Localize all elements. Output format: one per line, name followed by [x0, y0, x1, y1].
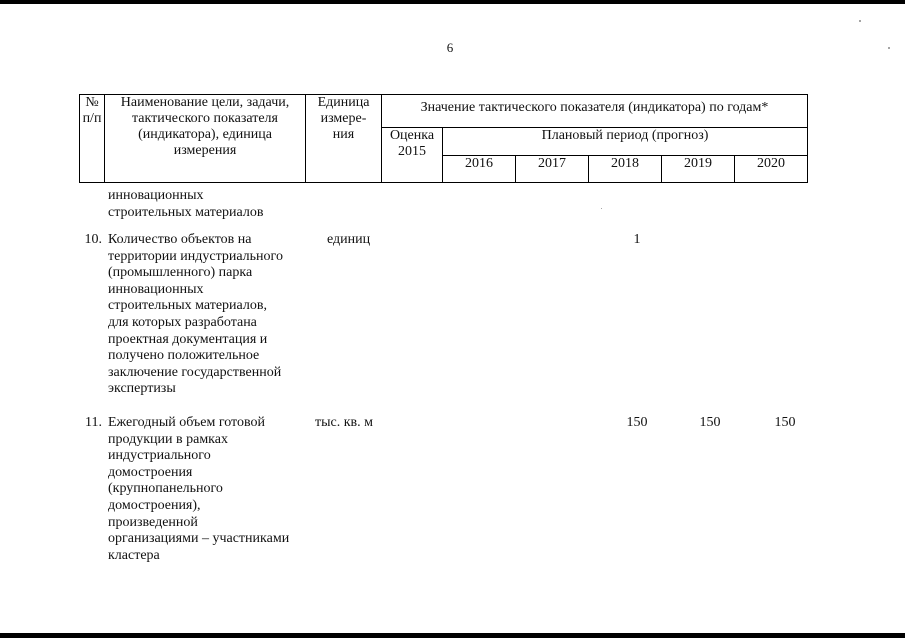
scan-speck: [859, 20, 861, 22]
scan-speck: [601, 208, 602, 209]
header-num: № п/п: [80, 95, 105, 183]
row-10-unit: единиц: [327, 232, 371, 247]
row-10-name: Количество объектов на территории индустриального (промышленного) парка инновационных строительных материалов, для которых разработана проектная документация и получено положительное заключение государственной экспертизы: [108, 232, 283, 397]
header-value-group: Значение тактического показателя (индикатора) по годам*: [382, 95, 808, 128]
page-number: 6: [446, 40, 454, 55]
row-11-value-2018: 150: [626, 415, 648, 430]
header-year-2018: 2018: [589, 156, 662, 183]
row-10-value-2018: 1: [633, 232, 641, 247]
row-11-unit: тыс. кв. м: [315, 415, 374, 430]
scan-speck: [888, 47, 890, 49]
header-name: Наименование цели, задачи, тактического показателя (индикатора), единица измерения: [105, 95, 306, 183]
header-year-2020: 2020: [735, 156, 808, 183]
header-year-2019: 2019: [662, 156, 735, 183]
header-planned-period: Плановый период (прогноз): [443, 128, 808, 156]
row-11-name: Ежегодный объем готовой продукции в рамках индустриального домостроения (крупнопанельного домостроения), произведенной организациями – участниками кластера: [108, 415, 290, 563]
header-unit: Единица измере- ния: [306, 95, 382, 183]
header-year-2017: 2017: [516, 156, 589, 183]
scan-top-edge: [0, 0, 905, 4]
row-11-number: 11.: [85, 415, 102, 430]
row-11-value-2020: 150: [774, 415, 796, 430]
table-header: [79, 94, 808, 183]
row-11-value-2019: 150: [699, 415, 721, 430]
row-10-number: 10.: [84, 232, 102, 247]
scan-bottom-edge: [0, 633, 905, 638]
header-year-2016: 2016: [443, 156, 516, 183]
header-estimate: Оценка 2015: [382, 128, 443, 183]
continuation-text: инновационных строительных материалов: [108, 188, 264, 220]
